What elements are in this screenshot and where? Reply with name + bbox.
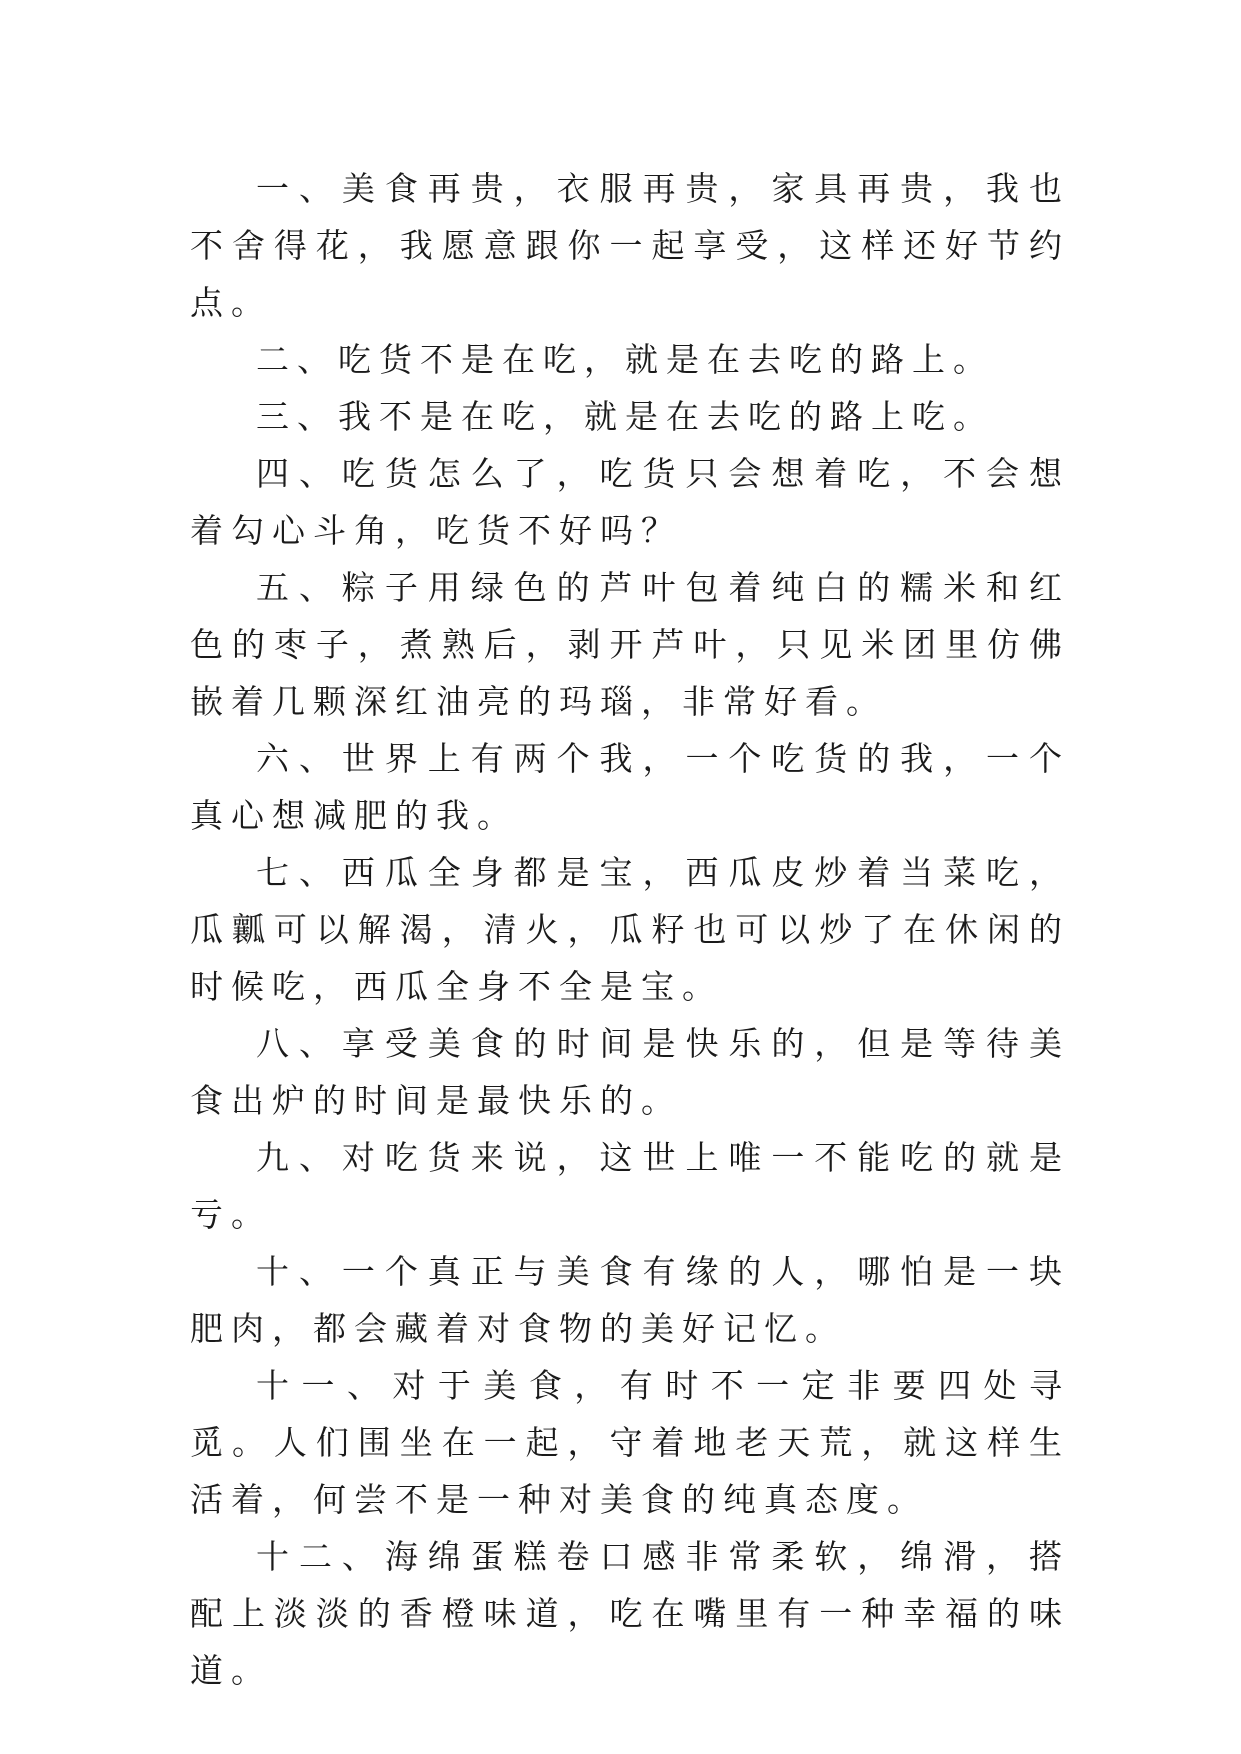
paragraph-9: 九、对吃货来说，这世上唯一不能吃的就是亏。 [190, 1138, 1070, 1234]
paragraph-11: 十一、对于美食，有时不一定非要四处寻觅。人们围坐在一起，守着地老天荒，就这样生活着，何尝不是一种对美食的纯真态度。 [190, 1366, 1070, 1519]
paragraph-7: 七、西瓜全身都是宝，西瓜皮炒着当菜吃，瓜瓤可以解渴，清火，瓜籽也可以炒了在休闲的时候吃，西瓜全身不全是宝。 [190, 853, 1070, 1006]
paragraph-8: 八、享受美食的时间是快乐的，但是等待美食出炉的时间是最快乐的。 [190, 1024, 1070, 1120]
paragraph-6: 六、世界上有两个我，一个吃货的我，一个真心想减肥的我。 [190, 739, 1070, 835]
paragraph-5: 五、粽子用绿色的芦叶包着纯白的糯米和红色的枣子，煮熟后，剥开芦叶，只见米团里仿佛嵌着几颗深红油亮的玛瑙，非常好看。 [190, 568, 1070, 721]
paragraph-10: 十、一个真正与美食有缘的人，哪怕是一块肥肉，都会藏着对食物的美好记忆。 [190, 1252, 1070, 1348]
document-body [190, 160, 1070, 1699]
paragraph-3: 三、我不是在吃，就是在去吃的路上吃。 [256, 397, 994, 436]
paragraph-4: 四、吃货怎么了，吃货只会想着吃，不会想着勾心斗角，吃货不好吗？ [190, 454, 1070, 550]
paragraph-2: 二、吃货不是在吃，就是在去吃的路上。 [256, 340, 994, 379]
paragraph-1: 一、美食再贵，衣服再贵，家具再贵，我也不舍得花，我愿意跟你一起享受，这样还好节约点。 [190, 169, 1070, 322]
paragraph-12: 十二、海绵蛋糕卷口感非常柔软，绵滑，搭配上淡淡的香橙味道，吃在嘴里有一种幸福的味道。 [190, 1537, 1070, 1690]
